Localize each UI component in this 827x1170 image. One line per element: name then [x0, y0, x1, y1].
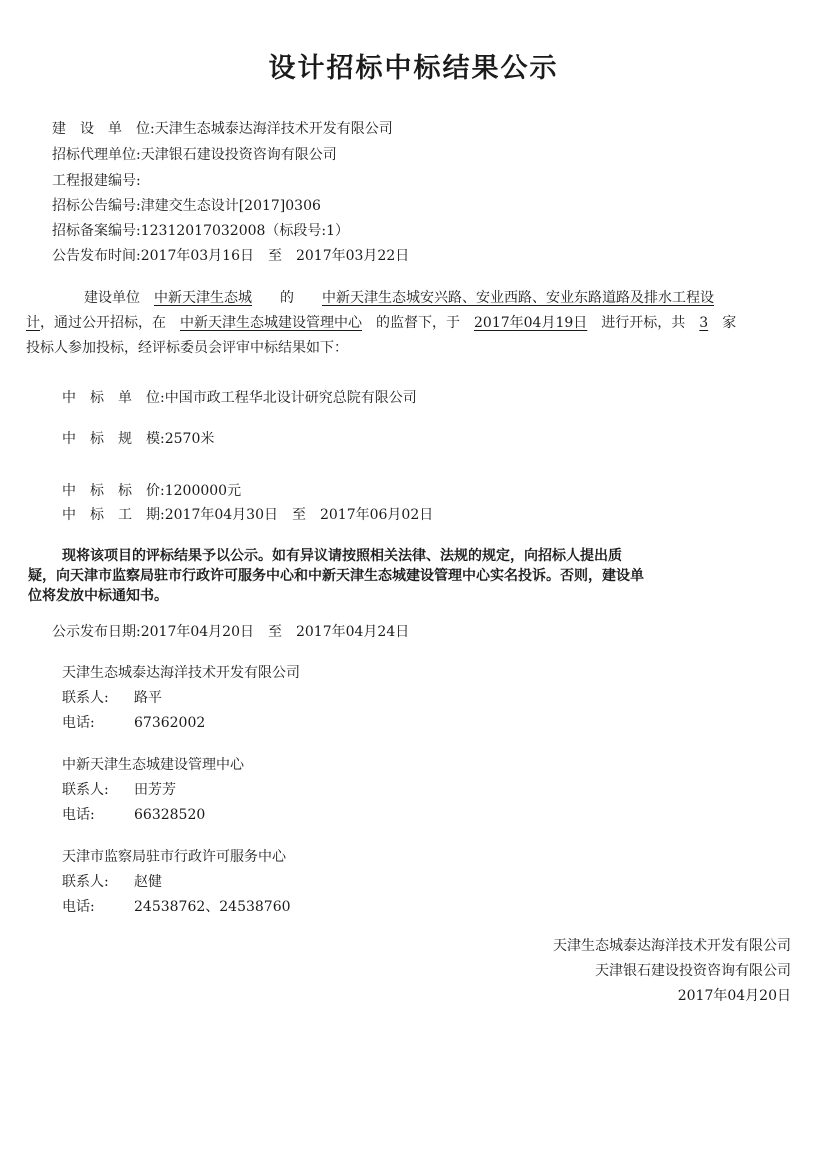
publish-time-value: 2017年03月16日 至 2017年03月22日 [140, 248, 410, 264]
price-row [62, 481, 241, 501]
intro-line-3 [26, 338, 348, 358]
contact-phone-label: 电话: [62, 899, 95, 915]
contact-person-label: 联系人: [62, 782, 109, 798]
publicity-row [52, 622, 409, 642]
contact-org: 天津市监察局驻市行政许可服务中心 [62, 849, 286, 865]
intro-text: 家 [722, 315, 737, 331]
publish-time-label: 公告发布时间: [52, 248, 141, 264]
intro-text: 建设单位 [84, 290, 140, 306]
intro-text: 进行开标，共 [601, 315, 686, 331]
price-value: 1200000元 [164, 483, 242, 499]
period-row [62, 505, 433, 525]
publish-time-row [52, 246, 409, 266]
scale-row [62, 429, 214, 449]
notice-no-value: 津建交生态设计[2017]0306 [140, 198, 321, 214]
winner-value: 中国市政工程华北设计研究总院有限公司 [164, 390, 417, 406]
publicity-label: 公示发布日期: [52, 624, 141, 640]
record-no-label: 招标备案编号: [52, 223, 141, 239]
record-no-row [52, 221, 349, 241]
notice-line-3: 位将发放中标通知书。 [28, 588, 168, 604]
record-no-value: 12312017032008（标段号:1） [140, 223, 350, 239]
open-date: 2017年04月19日 [474, 315, 588, 331]
agency-label: 招标代理单位: [52, 147, 141, 163]
notice-no-row [52, 196, 321, 216]
contact-phone: 66328520 [134, 807, 206, 823]
price-label: 中 标 标 价: [62, 483, 165, 499]
notice-no-label: 招标公告编号: [52, 198, 141, 214]
project-name: 中新天津生态城安兴路、安业西路、安业东路道路及排水工程设 [322, 290, 714, 306]
page-title: 设计招标中标结果公示 [268, 53, 559, 84]
scale-value: 2570米 [164, 431, 215, 447]
agency-value: 天津银石建设投资咨询有限公司 [140, 147, 337, 163]
contact-org: 中新天津生态城建设管理中心 [62, 757, 244, 773]
contact-person-label: 联系人: [62, 690, 109, 706]
contact-phone-label: 电话: [62, 807, 95, 823]
contact-person: 田芳芳 [134, 782, 176, 798]
owner-name: 中新天津生态城 [154, 290, 252, 306]
project-code-row [52, 171, 141, 191]
owner-label: 建 设 单 位: [52, 121, 155, 137]
project-code-label: 工程报建编号: [52, 173, 141, 189]
bidder-count: 3 [699, 315, 709, 331]
intro-text: 的监督下，于 [376, 315, 460, 331]
project-name-cont: 计 [26, 315, 40, 331]
owner-value: 天津生态城泰达海洋技术开发有限公司 [154, 121, 393, 137]
contact-person-row [62, 688, 162, 708]
contact-phone-row [62, 805, 205, 825]
contact-phone: 67362002 [134, 715, 206, 731]
contact-person: 赵健 [134, 874, 162, 890]
intro-line-1 [84, 288, 714, 308]
contact-phone-label: 电话: [62, 715, 95, 731]
winner-label: 中 标 单 位: [62, 390, 165, 406]
intro-line-2 [26, 313, 736, 333]
contact-phone: 24538762、24538760 [134, 899, 291, 915]
winner-row [62, 388, 417, 408]
signature-org-2: 天津银石建设投资咨询有限公司 [595, 963, 791, 979]
signature-date: 2017年04月20日 [677, 988, 791, 1004]
contact-person-label: 联系人: [62, 874, 109, 890]
publicity-value: 2017年04月20日 至 2017年04月24日 [140, 624, 410, 640]
period-value: 2017年04月30日 至 2017年06月02日 [164, 507, 434, 523]
contact-phone-row [62, 897, 291, 917]
agency-row [52, 145, 337, 165]
signature-org-1: 天津生态城泰达海洋技术开发有限公司 [553, 938, 791, 954]
period-label: 中 标 工 期: [62, 507, 165, 523]
notice-line-1: 现将该项目的评标结果予以公示。如有异议请按照相关法律、法规的规定，向招标人提出质 [62, 548, 622, 564]
intro-text: 的 [280, 290, 294, 306]
scale-label: 中 标 规 模: [62, 431, 165, 447]
contact-person: 路平 [134, 690, 162, 706]
intro-text: 投标人参加投标，经评标委员会评审中标结果如下： [26, 340, 348, 356]
contact-person-row [62, 872, 162, 892]
contact-org: 天津生态城泰达海洋技术开发有限公司 [62, 665, 300, 681]
supervisor-name: 中新天津生态城建设管理中心 [180, 315, 362, 331]
contact-phone-row [62, 713, 205, 733]
notice-line-2: 疑，向天津市监察局驻市行政许可服务中心和中新天津生态城建设管理中心实名投诉。否则，建设单 [28, 568, 644, 584]
owner-row [52, 119, 393, 139]
intro-text: ，通过公开招标，在 [40, 315, 166, 331]
contact-person-row [62, 780, 176, 800]
